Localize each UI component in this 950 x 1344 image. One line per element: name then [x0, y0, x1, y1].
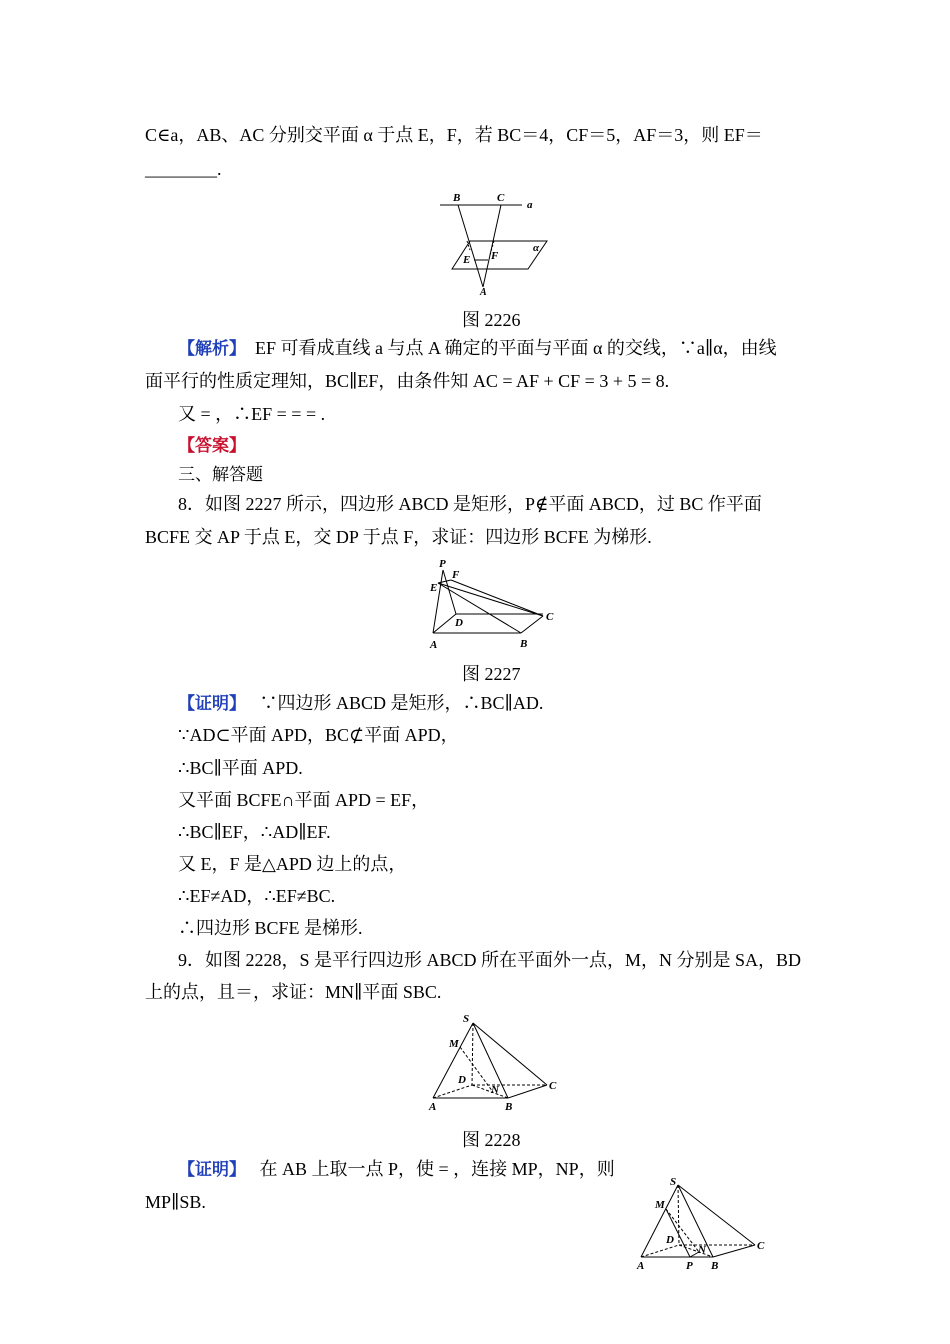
fig2228-label-D: D	[458, 1074, 466, 1086]
analysis-line1	[178, 336, 777, 361]
proof8-line7: ∴EF≠AD，∴EF≠BC.	[178, 886, 336, 906]
analysis-tag: 【解析】	[178, 339, 246, 359]
fig2228-label-A: A	[429, 1101, 437, 1113]
proof9-tag: 【证明】	[178, 1160, 246, 1180]
fig2228-label-C: C	[549, 1080, 557, 1092]
figure-2228	[425, 1013, 565, 1113]
fig2227-label-C: C	[546, 611, 554, 623]
figure-2227-caption: 图 2227	[462, 664, 521, 684]
proof8-line3: ∴BC∥平面 APD.	[178, 758, 303, 778]
fig2226-label-C: C	[497, 192, 505, 204]
figure-proof9	[633, 1175, 773, 1275]
fig2226-label-a: a	[527, 199, 533, 211]
fig2226-label-E: E	[463, 254, 471, 266]
fig2226-label-A: A	[480, 287, 487, 295]
fig2227-label-F: F	[452, 569, 460, 581]
fig2227-label-P: P	[439, 558, 446, 570]
fig-proof9-label-S: S	[670, 1176, 677, 1188]
fig2227-label-E: E	[430, 582, 438, 594]
proof8-line6: 又 E，F 是△APD 边上的点，	[178, 854, 407, 874]
proof8-line4: 又平面 BCFE∩平面 APD = EF，	[178, 790, 430, 810]
problem7-answer-blank: ________.	[145, 159, 222, 179]
fig-proof9-label-A: A	[637, 1260, 645, 1272]
fig-proof9-label-P: P	[686, 1260, 693, 1272]
proof8-line1	[178, 691, 543, 716]
problem9-line2: 上的点，且＝，求证：MN∥平面 SBC.	[145, 982, 442, 1002]
problem8-line2: BCFE 交 AP 于点 E，交 DP 于点 F，求证：四边形 BCFE 为梯形.	[145, 527, 652, 547]
proof8-line5: ∴BC∥EF，∴AD∥EF.	[178, 822, 331, 842]
fig-proof9-label-D: D	[666, 1234, 674, 1246]
figure-2226-caption: 图 2226	[462, 310, 521, 330]
proof9-line2: MP∥SB.	[145, 1192, 206, 1212]
figure-2226	[430, 185, 560, 295]
figure-2228-caption: 图 2228	[462, 1130, 521, 1150]
fig-proof9-label-M: M	[655, 1199, 665, 1211]
proof8-tag: 【证明】	[178, 694, 246, 714]
fig2227-label-B: B	[520, 638, 528, 650]
proof8-text-1: ∵四边形 ABCD 是矩形，∴BC∥AD.	[259, 693, 544, 713]
fig2227-label-D: D	[455, 617, 463, 629]
proof9-text-1: 在 AB 上取一点 P，使 = ，连接 MP，NP，则	[259, 1159, 615, 1179]
proof8-line2: ∵AD⊂平面 APD，BC⊄平面 APD，	[178, 725, 459, 745]
section-title: 三、解答题	[178, 465, 263, 485]
fig2228-label-N: N	[491, 1084, 499, 1096]
analysis-text-1: EF 可看成直线 a 与点 A 确定的平面与平面 α 的交线，∵a∥α，由线	[255, 338, 777, 358]
fig2228-label-S: S	[463, 1013, 470, 1025]
problem7-line1: C∈a，AB、AC 分别交平面 α 于点 E，F，若 BC＝4，CF＝5，AF＝3，则 EF＝	[145, 125, 763, 145]
fig2226-label-F: F	[491, 250, 499, 262]
fig2227-label-A: A	[430, 639, 438, 651]
proof9-line1	[178, 1157, 615, 1182]
proof8-line8: ∴四边形 BCFE 是梯形.	[178, 918, 363, 938]
fig2228-label-B: B	[505, 1101, 513, 1113]
problem8-line1: 8．如图 2227 所示，四边形 ABCD 是矩形，P∉平面 ABCD，过 BC 作平面	[178, 494, 762, 514]
answer-tag: 【答案】	[178, 436, 246, 456]
fig-proof9-label-C: C	[757, 1240, 765, 1252]
analysis-line3: 又 = ，∴EF = = = .	[178, 404, 326, 424]
fig-proof9-label-N: N	[698, 1244, 706, 1256]
analysis-line2: 面平行的性质定理知，BC∥EF，由条件知 AC = AF + CF = 3 + 5 = 8.	[145, 371, 670, 391]
figure-2227	[425, 558, 560, 653]
fig2228-label-M: M	[449, 1038, 459, 1050]
problem9-line1: 9．如图 2228，S 是平行四边形 ABCD 所在平面外一点，M，N 分别是 SA，BD	[178, 950, 802, 970]
fig2226-label-alpha: α	[533, 242, 540, 254]
fig2226-label-B: B	[453, 192, 461, 204]
fig-proof9-label-B: B	[711, 1260, 719, 1272]
